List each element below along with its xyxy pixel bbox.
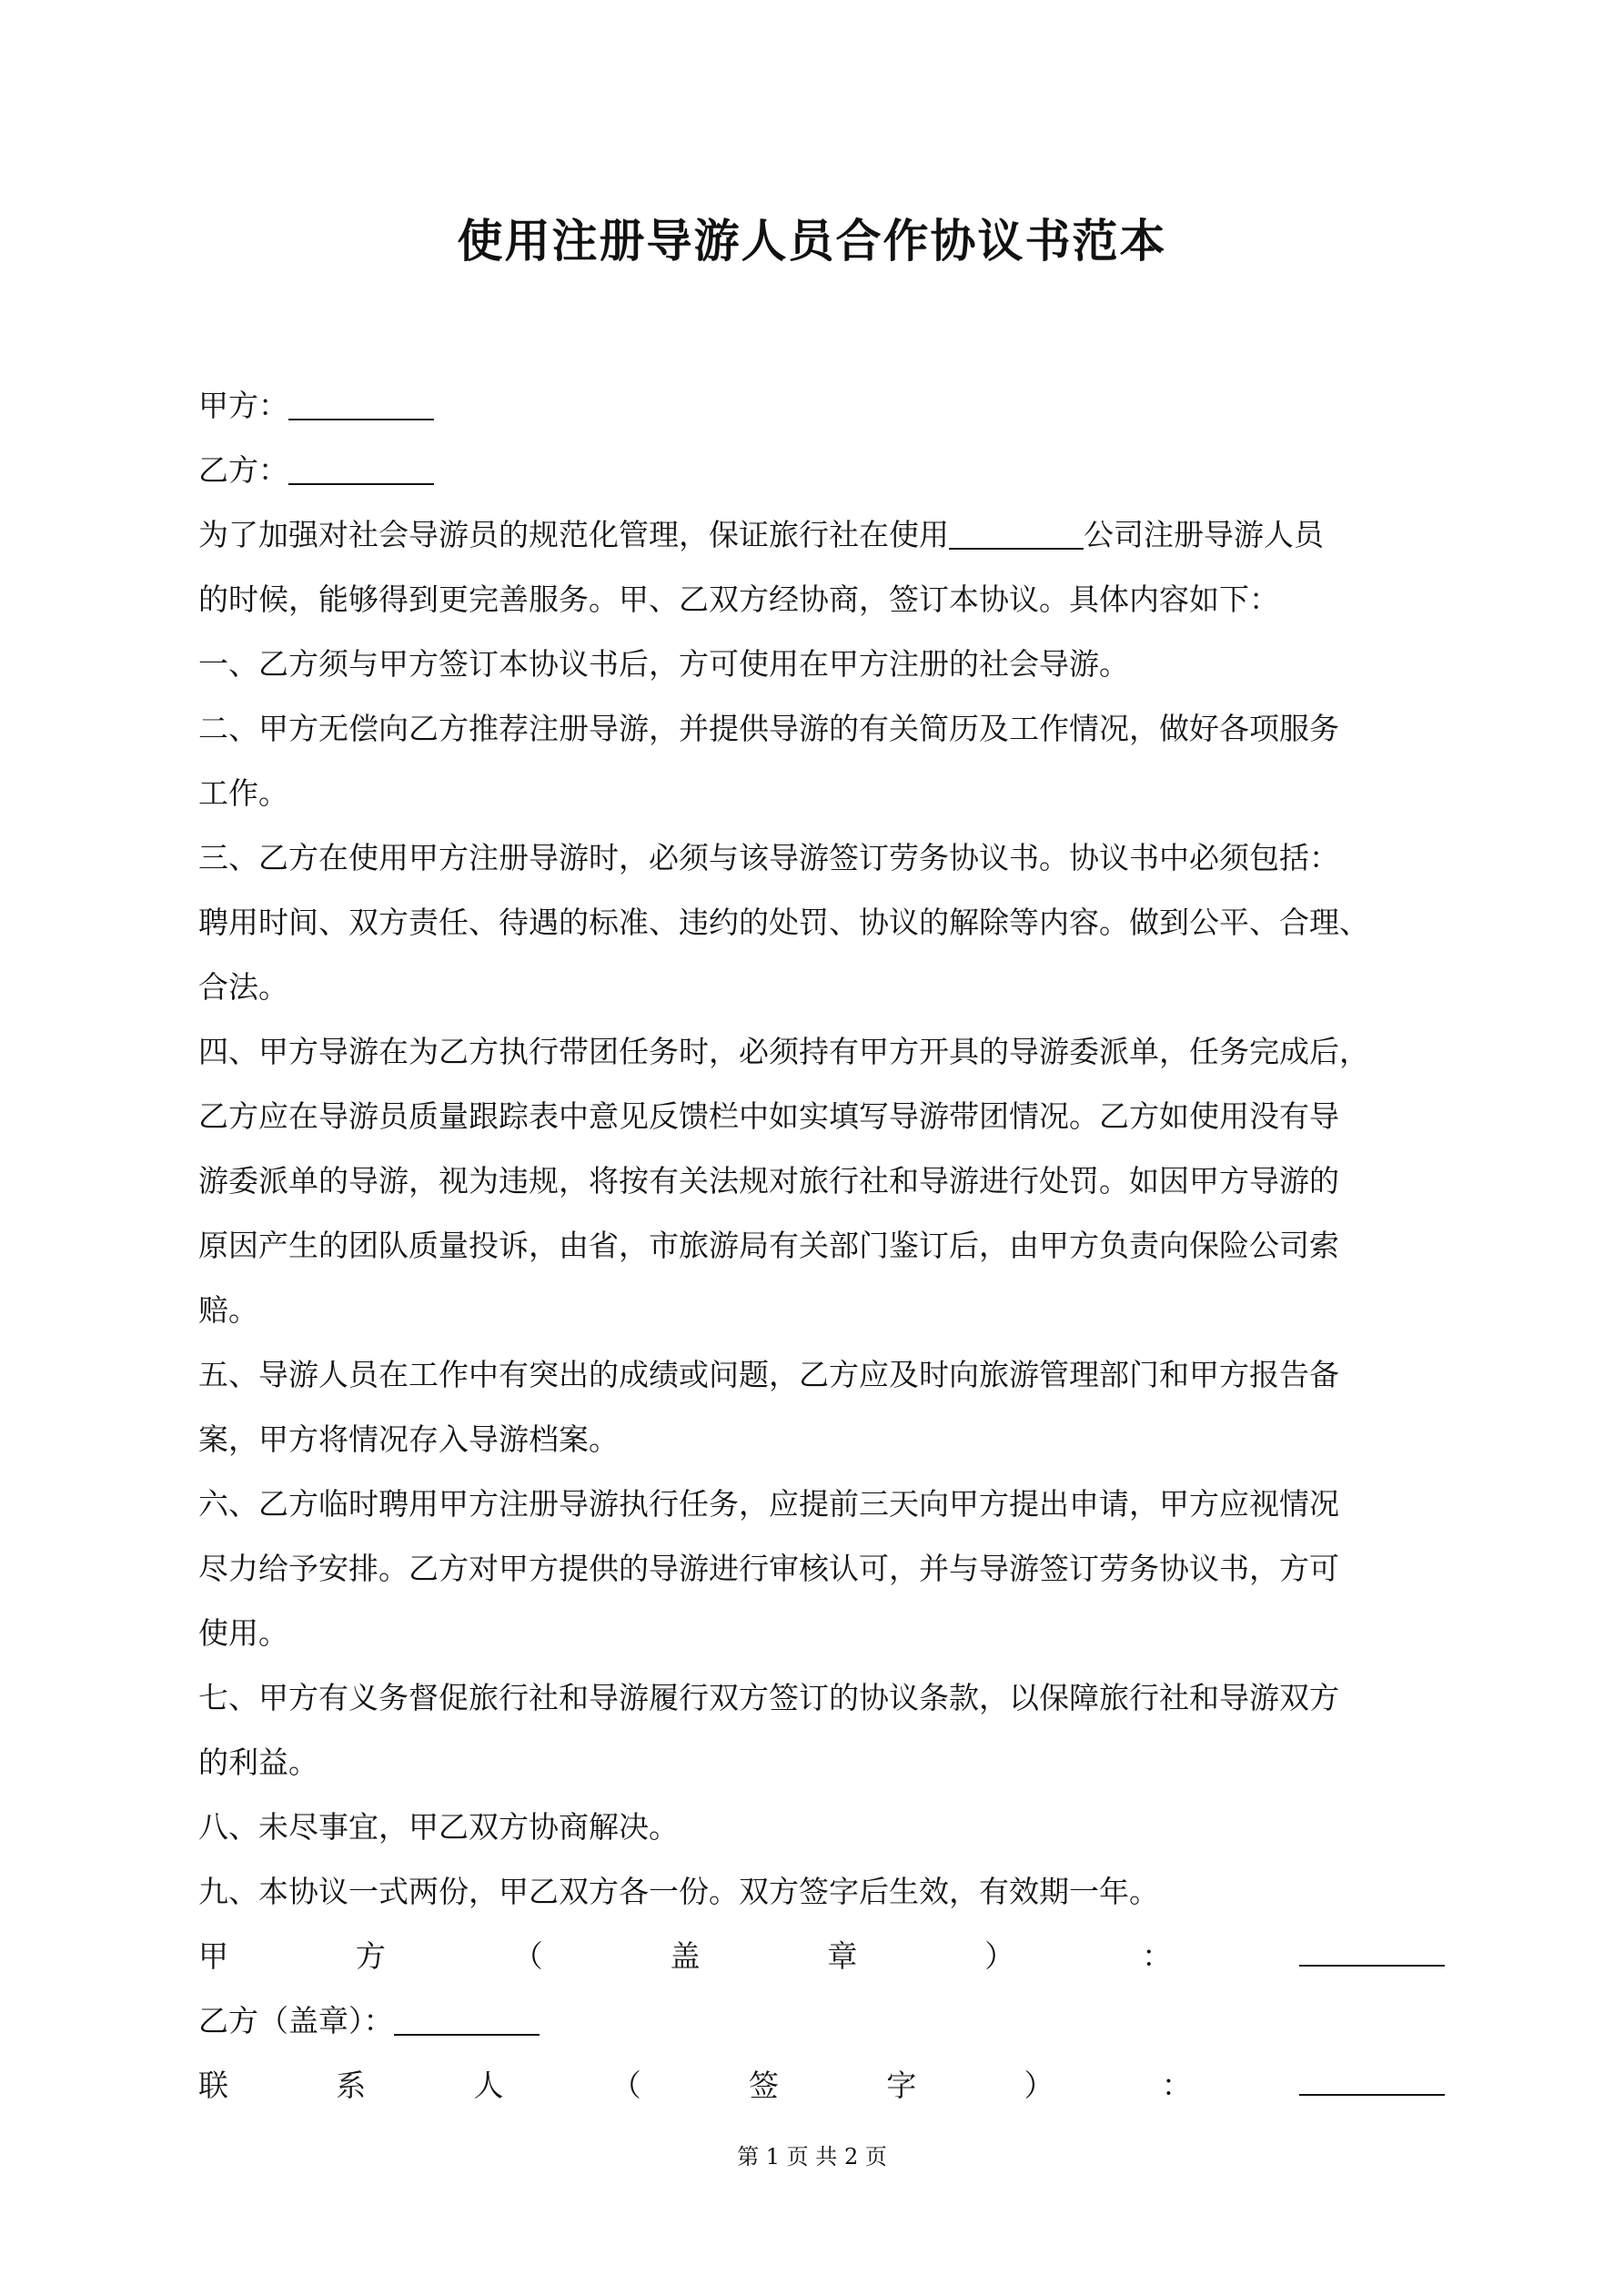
- intro-text-after: 公司注册导游人员: [1084, 517, 1324, 552]
- clause-line: 三、乙方在使用甲方注册导游时，必须与该导游签订劳务协议书。协议书中必须包括：: [198, 840, 1339, 875]
- clause-line: 乙方应在导游员质量跟踪表中意见反馈栏中如实填写导游带团情况。乙方如使用没有导: [198, 1098, 1339, 1134]
- contact-sign-char: ）: [1024, 2068, 1054, 2103]
- clause-line: 案，甲方将情况存入导游档案。: [198, 1421, 619, 1457]
- party-a-seal-char: 章: [827, 1938, 858, 1974]
- clause-paragraph: [198, 1859, 1445, 1924]
- clause-line: 二、甲方无偿向乙方推荐注册导游，并提供导游的有关简历及工作情况，做好各项服务: [198, 711, 1339, 746]
- clause-line: 七、甲方有义务督促旅行社和导游履行双方签订的协议条款，以保障旅行社和导游双方: [198, 1680, 1339, 1715]
- clause-paragraph: [198, 1795, 1445, 1859]
- clauses-list: [198, 632, 1445, 1924]
- party-b-seal-label: 乙方（盖章）：: [198, 2003, 394, 2038]
- clause-paragraph: [198, 825, 1445, 1019]
- intro-paragraph: [198, 502, 1445, 632]
- party-b-label: 乙方：: [198, 452, 288, 488]
- clause-line: 九、本协议一式两份，甲乙双方各一份。双方签字后生效，有效期一年。: [198, 1874, 1159, 1909]
- party-b-signature-line: [198, 1988, 1445, 2053]
- party-b-seal-blank[interactable]: [394, 2004, 540, 2036]
- clause-paragraph: [198, 632, 1445, 696]
- contact-sign-char: 系: [336, 2068, 367, 2103]
- clause-line: 的利益。: [198, 1745, 318, 1780]
- clause-line: 四、甲方导游在为乙方执行带团任务时，必须持有甲方开具的导游委派单，任务完成后，: [198, 1034, 1369, 1069]
- party-a-seal-char: 方: [355, 1938, 386, 1974]
- clause-line: 合法。: [198, 969, 288, 1005]
- page-footer: 第 1 页 共 2 页: [737, 2144, 887, 2170]
- clause-paragraph: [198, 1342, 1445, 1472]
- party-a-blank[interactable]: [288, 389, 434, 420]
- party-a-seal-char: 盖: [670, 1938, 701, 1974]
- clause-line: 五、导游人员在工作中有突出的成绩或问题，乙方应及时向旅游管理部门和甲方报告备: [198, 1357, 1339, 1392]
- clause-line: 六、乙方临时聘用甲方注册导游执行任务，应提前三天向甲方提出申请，甲方应视情况: [198, 1486, 1339, 1522]
- clause-paragraph: [198, 1472, 1445, 1665]
- clause-paragraph: [198, 1665, 1445, 1795]
- clause-line: 八、未尽事宜，甲乙双方协商解决。: [198, 1809, 679, 1845]
- clause-line: 使用。: [198, 1615, 288, 1651]
- contact-sign-char: 联: [198, 2068, 228, 2103]
- contact-sign-char: ：: [1161, 2068, 1192, 2103]
- party-a-seal-char: ）: [984, 1938, 1015, 1974]
- party-a-line: [198, 373, 1445, 438]
- agreement-body: [198, 373, 1445, 2118]
- contact-sign-blank[interactable]: [1299, 2064, 1445, 2096]
- party-b-blank[interactable]: [288, 453, 434, 485]
- clause-line: 聘用时间、双方责任、待遇的标准、违约的处罚、协议的解除等内容。做到公平、合理、: [198, 905, 1369, 940]
- party-b-line: [198, 438, 1445, 502]
- clause-line: 尽力给予安排。乙方对甲方提供的导游进行审核认可，并与导游签订劳务协议书，方可: [198, 1551, 1339, 1586]
- party-a-seal-char: ：: [1142, 1938, 1173, 1974]
- party-a-seal-char: 甲: [198, 1938, 228, 1974]
- party-a-signature-line: [198, 1924, 1445, 1988]
- page-title: 使用注册导游人员合作协议书范本: [457, 215, 1167, 268]
- clause-line: 原因产生的团队质量投诉，由省，市旅游局有关部门鉴订后，由甲方负责向保险公司索: [198, 1228, 1339, 1263]
- contact-sign-char: 签: [749, 2068, 779, 2103]
- clause-line: 一、乙方须与甲方签订本协议书后，方可使用在甲方注册的社会导游。: [198, 646, 1129, 682]
- contact-sign-char: （: [610, 2068, 641, 2103]
- party-a-seal-blank[interactable]: [1299, 1935, 1445, 1967]
- contact-sign-char: 字: [886, 2068, 917, 2103]
- party-a-label: 甲方：: [198, 388, 288, 423]
- company-blank[interactable]: [949, 518, 1084, 550]
- clause-line: 游委派单的导游，视为违规，将按有关法规对旅行社和导游进行处罚。如因甲方导游的: [198, 1163, 1339, 1199]
- party-a-seal-char: （: [512, 1938, 543, 1974]
- clause-line: 工作。: [198, 775, 288, 811]
- contact-sign-char: 人: [473, 2068, 504, 2103]
- clause-paragraph: [198, 696, 1445, 825]
- clause-line: 赔。: [198, 1292, 258, 1328]
- clause-paragraph: [198, 1019, 1445, 1342]
- intro-line-2: 的时候，能够得到更完善服务。甲、乙双方经协商，签订本协议。具体内容如下：: [198, 582, 1279, 617]
- intro-text-before: 为了加强对社会导游员的规范化管理，保证旅行社在使用: [198, 517, 949, 552]
- contact-signature-line: [198, 2053, 1445, 2118]
